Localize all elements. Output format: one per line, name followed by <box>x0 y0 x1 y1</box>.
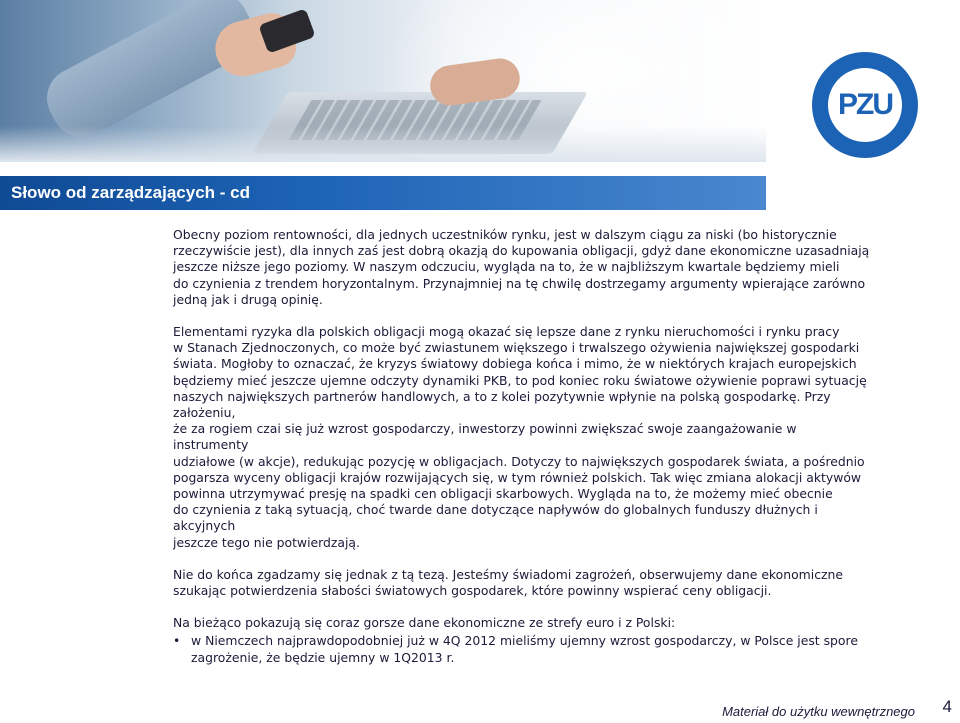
logo-text: PZU <box>838 88 892 121</box>
photo-desk <box>0 126 766 162</box>
paragraph-4: Na bieżąco pokazują się coraz gorsze dane ekonomiczne ze strefy euro i z Polski: <box>173 615 676 631</box>
paragraph-1: Obecny poziom rentowności, dla jednych uczestników rynku, jest w dalszym ciągu za niski (bo historycznie rzeczywiście jest), dla innych zaś jest dobrą okazją do kupowania obligacji, gdyż dane ekonomiczne uzasadniają jeszcze niższe jego poziomy. W naszym odczuciu, wygląda na to, że w najbliższym kwartale będziemy mieli do czynienia z trendem horyzontalnym. Przynajmniej na tę chwilę dostrzegamy argumenty wpierające zarówno jedną jak i drugą opinię. <box>173 227 870 307</box>
pzu-logo <box>812 52 918 158</box>
page-number: 4 <box>942 697 952 716</box>
main-content <box>173 227 873 666</box>
list-item: • w Niemczech najprawdopodobniej już w 4Q 2012 mieliśmy ujemny wzrost gospodarczy, w Polsce jest spore zagrożenie, że będzie ujemny w 1Q2013 r. <box>173 633 873 665</box>
logo-inner <box>828 68 902 142</box>
title-bar <box>0 176 766 210</box>
paragraph-2: Elementami ryzyka dla polskich obligacji mogą okazać się lepsze dane z rynku nieruchomości i rynku pracy w Stanach Zjednoczonych, co może być zwiastunem większego i trwalszego ożywienia największej gospodarki świata. Mogłoby to oznaczać, że kryzys światowy dobiega końca i mimo, że w niektórych krajach europejskich będziemy mieć jeszcze ujemne odczyty dynamiki PKB, to pod koniec roku światowe ożywienie poprawi sytuację naszych największych partnerów handlowych, a to z kolei pozytywnie wpłynie na polską gospodarkę. Przy założeniu, że za rogiem czai się już wzrost gospodarczy, inwestorzy powinni zwiększać swoje zaangażowanie w instrumenty udziałowe (w akcje), redukując pozycję w obligacjach. Dotyczy to największych gospodarek świata, a pośrednio pogarsza wyceny obligacji krajów rozwijających się, w tym również polskich. Tak więc zmiana alokacji aktywów powinna utrzymywać presję na spadki cen obligacji skarbowych. Wygląda na to, że możemy mieć obecnie do czynienia z taką sytuacją, choć twarde dane dotyczące napływów do globalnych funduszy dłużnych i akcyjnych jeszcze tego nie potwierdzają. <box>173 324 867 550</box>
bullet-list <box>173 633 873 665</box>
page-title: Słowo od zarządzających - cd <box>11 183 251 202</box>
header-photo <box>0 0 766 162</box>
paragraph-3: Nie do końca zgadzamy się jednak z tą tezą. Jesteśmy świadomi zagrożeń, obserwujemy dane ekonomiczne szukając potwierdzenia słabości światowych gospodarek, które powinny wspierać ceny obligacji. <box>173 566 843 599</box>
footer-note: Materiał do użytku wewnętrznego <box>722 704 915 719</box>
